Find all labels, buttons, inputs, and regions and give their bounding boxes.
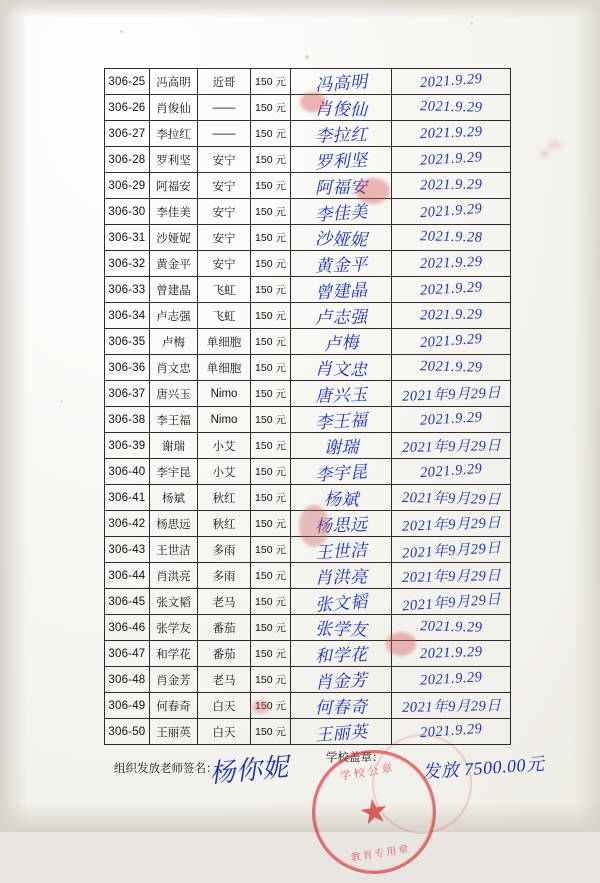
- row-amount: 150 元: [250, 147, 290, 173]
- row-date: 2021.9.29: [392, 277, 511, 303]
- row-date: 2021.9.29: [392, 719, 511, 745]
- row-serial-number: 306-30: [105, 199, 150, 225]
- table-row: [105, 199, 511, 225]
- row-date: 2021.9.29: [392, 329, 511, 355]
- row-date: 2021年9月29日: [392, 693, 511, 719]
- row-group-name: 安宁: [198, 199, 251, 225]
- red-ink-smudge: [540, 150, 550, 158]
- row-amount: 150 元: [250, 381, 290, 407]
- row-serial-number: 306-41: [105, 485, 150, 511]
- paper-speck: [120, 30, 123, 33]
- row-amount: 150 元: [250, 693, 290, 719]
- row-serial-number: 306-37: [105, 381, 150, 407]
- row-signature: 肖俊仙: [291, 95, 392, 121]
- table-row: [105, 173, 511, 199]
- row-student-name: 肖洪亮: [149, 563, 197, 589]
- row-date: 2021.9.29: [392, 251, 511, 277]
- row-date: 2021.9.29: [392, 355, 511, 381]
- row-amount: 150 元: [250, 433, 290, 459]
- row-group-name: 番茄: [198, 641, 251, 667]
- table-row: [105, 303, 511, 329]
- row-date: 2021年9月29日: [392, 485, 511, 511]
- table-row: [105, 251, 511, 277]
- row-signature: 张文韬: [291, 589, 392, 615]
- table-row: [105, 511, 511, 537]
- row-group-name: 多雨: [198, 563, 251, 589]
- row-amount: 150 元: [250, 173, 290, 199]
- row-date: 2021.9.29: [392, 95, 511, 121]
- row-serial-number: 306-36: [105, 355, 150, 381]
- table-row: [105, 615, 511, 641]
- row-signature: 谢瑞: [291, 433, 392, 459]
- row-signature: 何春奇: [291, 693, 392, 719]
- row-signature: 张学友: [291, 615, 392, 641]
- signature-table-body: [105, 69, 511, 745]
- row-serial-number: 306-34: [105, 303, 150, 329]
- table-row: [105, 95, 511, 121]
- row-student-name: 何春奇: [149, 693, 197, 719]
- row-student-name: 卢志强: [149, 303, 197, 329]
- row-date: 2021.9.29: [392, 641, 511, 667]
- row-amount: 150 元: [250, 407, 290, 433]
- table-row: [105, 121, 511, 147]
- row-student-name: 李宇昆: [149, 459, 197, 485]
- row-student-name: 张学友: [149, 615, 197, 641]
- table-row: [105, 693, 511, 719]
- row-serial-number: 306-35: [105, 329, 150, 355]
- signature-table: [104, 68, 511, 745]
- table-row: [105, 329, 511, 355]
- row-signature: 冯高明: [291, 69, 392, 95]
- row-group-name: Nimo: [198, 381, 251, 407]
- row-signature: 卢梅: [291, 329, 392, 355]
- row-amount: 150 元: [250, 199, 290, 225]
- row-amount: 150 元: [250, 251, 290, 277]
- row-amount: 150 元: [250, 511, 290, 537]
- table-row: [105, 459, 511, 485]
- table-row: [105, 485, 511, 511]
- row-group-name: 老马: [198, 589, 251, 615]
- row-date: 2021.9.29: [392, 121, 511, 147]
- row-group-name: 秋红: [198, 485, 251, 511]
- table-row: [105, 69, 511, 95]
- row-student-name: 李王福: [149, 407, 197, 433]
- row-signature: 沙娅妮: [291, 225, 392, 251]
- row-group-name: 安宁: [198, 251, 251, 277]
- table-row: [105, 381, 511, 407]
- row-signature: 阿福安: [291, 173, 392, 199]
- row-group-name: 飞虹: [198, 303, 251, 329]
- table-row: [105, 355, 511, 381]
- red-ink-smudge: [548, 140, 562, 150]
- row-serial-number: 306-33: [105, 277, 150, 303]
- row-serial-number: 306-48: [105, 667, 150, 693]
- row-date: 2021.9.29: [392, 303, 511, 329]
- row-amount: 150 元: [250, 303, 290, 329]
- row-date: 2021.9.29: [392, 69, 511, 95]
- row-date: 2021.9.29: [392, 615, 511, 641]
- row-signature: 李拉红: [291, 121, 392, 147]
- row-serial-number: 306-50: [105, 719, 150, 745]
- row-student-name: 沙娅妮: [149, 225, 197, 251]
- row-student-name: 李佳美: [149, 199, 197, 225]
- table-row: [105, 277, 511, 303]
- row-group-name: 秋红: [198, 511, 251, 537]
- row-amount: 150 元: [250, 355, 290, 381]
- row-student-name: 和学花: [149, 641, 197, 667]
- row-group-name: 老马: [198, 667, 251, 693]
- row-student-name: 唐兴玉: [149, 381, 197, 407]
- row-serial-number: 306-45: [105, 589, 150, 615]
- row-student-name: 黄金平: [149, 251, 197, 277]
- row-group-name: 单细胞: [198, 329, 251, 355]
- row-amount: 150 元: [250, 277, 290, 303]
- paper-edge-shadow-left: [0, 0, 28, 832]
- row-student-name: 谢瑞: [149, 433, 197, 459]
- paper-speck: [305, 55, 309, 59]
- paper-speck: [470, 22, 473, 25]
- table-row: [105, 589, 511, 615]
- row-signature: 罗利坚: [291, 147, 392, 173]
- row-amount: 150 元: [250, 485, 290, 511]
- row-date: 2021年9月29日: [392, 563, 511, 589]
- row-amount: 150 元: [250, 667, 290, 693]
- row-date: 2021.9.28: [392, 225, 511, 251]
- row-student-name: 李拉红: [149, 121, 197, 147]
- paper-edge-shadow-right: [574, 0, 600, 832]
- row-signature: 卢志强: [291, 303, 392, 329]
- row-serial-number: 306-39: [105, 433, 150, 459]
- school-stamp-label: 学校盖章：: [326, 752, 384, 764]
- stamp-text: 学校公章 教育专用章: [339, 762, 412, 865]
- row-date: 2021.9.29: [392, 459, 511, 485]
- row-serial-number: 306-40: [105, 459, 150, 485]
- table-row: [105, 225, 511, 251]
- row-signature: 王丽英: [291, 719, 392, 745]
- total-amount-handwriting: 发放 7500.00元: [421, 753, 546, 783]
- row-date: 2021年9月29日: [392, 537, 511, 563]
- row-amount: 150 元: [250, 641, 290, 667]
- row-student-name: 王世洁: [149, 537, 197, 563]
- paper-speck: [60, 400, 63, 403]
- row-student-name: 张文韬: [149, 589, 197, 615]
- row-date: 2021.9.29: [392, 147, 511, 173]
- row-group-name: 安宁: [198, 225, 251, 251]
- row-amount: 150 元: [250, 615, 290, 641]
- row-group-name: 飞虹: [198, 277, 251, 303]
- row-serial-number: 306-44: [105, 563, 150, 589]
- row-signature: 黄金平: [291, 251, 392, 277]
- row-amount: 150 元: [250, 95, 290, 121]
- row-signature: 李王福: [291, 407, 392, 433]
- document-footer: [104, 752, 546, 865]
- row-student-name: 罗利坚: [149, 147, 197, 173]
- row-signature: 杨斌: [291, 485, 392, 511]
- row-student-name: 卢梅: [149, 329, 197, 355]
- row-student-name: 杨思远: [149, 511, 197, 537]
- organizer-signature-label: 组织发放老师签名：: [114, 763, 218, 775]
- row-serial-number: 306-46: [105, 615, 150, 641]
- row-group-name: 单细胞: [198, 355, 251, 381]
- row-signature: 李佳美: [291, 199, 392, 225]
- row-date: 2021.9.29: [392, 667, 511, 693]
- row-signature: 和学花: [291, 641, 392, 667]
- row-date: 2021.9.29: [392, 173, 511, 199]
- row-group-name: 白天: [198, 719, 251, 745]
- row-group-name: 白天: [198, 693, 251, 719]
- row-group-name: 小艾: [198, 433, 251, 459]
- row-amount: 150 元: [250, 459, 290, 485]
- row-signature: 唐兴玉: [291, 381, 392, 407]
- row-group-name: 近哥: [198, 69, 251, 95]
- row-amount: 150 元: [250, 69, 290, 95]
- row-signature: 曾建晶: [291, 277, 392, 303]
- row-group-name: Nimo: [198, 407, 251, 433]
- row-group-name: ——: [198, 121, 251, 147]
- row-amount: 150 元: [250, 719, 290, 745]
- row-student-name: 肖金芳: [149, 667, 197, 693]
- row-date: 2021.9.29: [392, 199, 511, 225]
- table-row: [105, 407, 511, 433]
- row-date: 2021年9月29日: [392, 589, 511, 615]
- row-group-name: 小艾: [198, 459, 251, 485]
- row-group-name: 安宁: [198, 173, 251, 199]
- row-student-name: 冯高明: [149, 69, 197, 95]
- row-serial-number: 306-43: [105, 537, 150, 563]
- table-row: [105, 433, 511, 459]
- row-signature: 李宇昆: [291, 459, 392, 485]
- row-date: 2021年9月29日: [392, 381, 511, 407]
- table-row: [105, 641, 511, 667]
- row-group-name: 多雨: [198, 537, 251, 563]
- row-amount: 150 元: [250, 329, 290, 355]
- row-serial-number: 306-42: [105, 511, 150, 537]
- row-signature: 王世洁: [291, 537, 392, 563]
- row-serial-number: 306-28: [105, 147, 150, 173]
- row-group-name: 番茄: [198, 615, 251, 641]
- table-row: [105, 537, 511, 563]
- row-student-name: 阿福安: [149, 173, 197, 199]
- row-serial-number: 306-26: [105, 95, 150, 121]
- row-group-name: 安宁: [198, 147, 251, 173]
- row-student-name: 王丽英: [149, 719, 197, 745]
- organizer-signature-handwriting: 杨你妮: [208, 752, 290, 789]
- row-student-name: 杨斌: [149, 485, 197, 511]
- row-date: 2021年9月29日: [392, 511, 511, 537]
- row-serial-number: 306-27: [105, 121, 150, 147]
- row-serial-number: 306-47: [105, 641, 150, 667]
- row-serial-number: 306-49: [105, 693, 150, 719]
- row-serial-number: 306-32: [105, 251, 150, 277]
- row-group-name: ——: [198, 95, 251, 121]
- table-row: [105, 667, 511, 693]
- row-serial-number: 306-31: [105, 225, 150, 251]
- row-amount: 150 元: [250, 121, 290, 147]
- row-signature: 肖文忠: [291, 355, 392, 381]
- signature-table-container: [104, 68, 511, 745]
- row-serial-number: 306-38: [105, 407, 150, 433]
- row-date: 2021.9.29: [392, 407, 511, 433]
- row-date: 2021年9月29日: [392, 433, 511, 459]
- row-student-name: 肖文忠: [149, 355, 197, 381]
- row-student-name: 曾建晶: [149, 277, 197, 303]
- row-amount: 150 元: [250, 537, 290, 563]
- row-amount: 150 元: [250, 225, 290, 251]
- table-row: [105, 147, 511, 173]
- row-serial-number: 306-25: [105, 69, 150, 95]
- paper-edge-shadow-top: [0, 0, 600, 18]
- table-row: [105, 563, 511, 589]
- row-amount: 150 元: [250, 563, 290, 589]
- row-amount: 150 元: [250, 589, 290, 615]
- row-signature: 肖金芳: [291, 667, 392, 693]
- row-student-name: 肖俊仙: [149, 95, 197, 121]
- row-serial-number: 306-29: [105, 173, 150, 199]
- table-row: [105, 719, 511, 745]
- row-signature: 肖洪亮: [291, 563, 392, 589]
- row-signature: 杨思远: [291, 511, 392, 537]
